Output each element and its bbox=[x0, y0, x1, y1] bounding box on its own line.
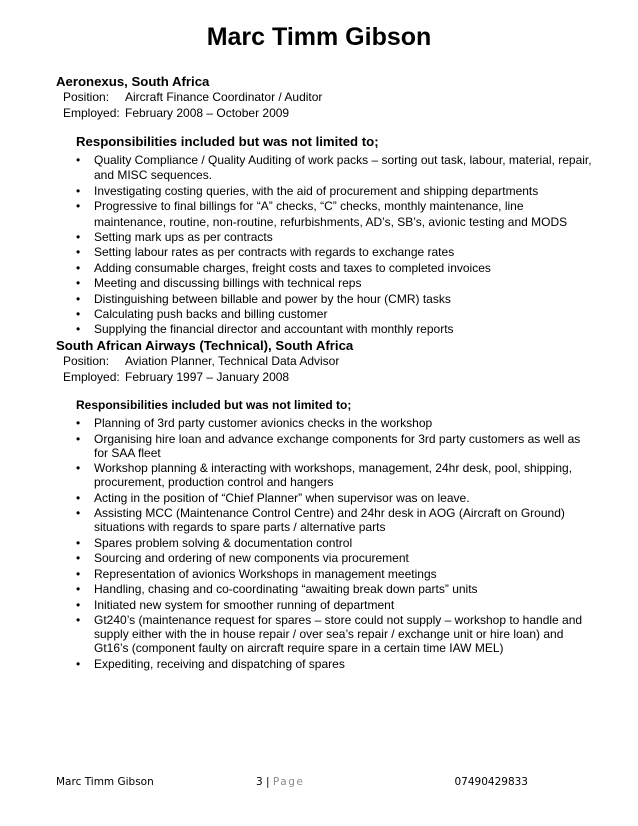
list-item: • Investigating costing queries, with the aid of procurement and shipping departments bbox=[76, 184, 596, 199]
employed-label: Employed: bbox=[63, 369, 120, 384]
employed-row bbox=[56, 106, 596, 122]
employed-value: February 2008 – October 2009 bbox=[125, 105, 290, 120]
list-item: • Quality Compliance / Quality Auditing of work packs – sorting out task, labour, material, repair, and MISC sequences. bbox=[76, 153, 596, 184]
page-number: 3 bbox=[256, 776, 263, 788]
position-row bbox=[56, 354, 596, 370]
page-separator: | bbox=[262, 776, 273, 788]
page-title: Marc Timm Gibson bbox=[206, 23, 432, 51]
employed-row bbox=[56, 370, 596, 386]
list-item: • Calculating push backs and billing customer bbox=[76, 307, 596, 322]
list-item: • Handling, chasing and co-coordinating “awaiting break down parts” units bbox=[76, 582, 596, 596]
list-item: • Meeting and discussing billings with technical reps bbox=[76, 276, 596, 291]
list-item: • Initiated new system for smoother running of department bbox=[76, 598, 596, 612]
position-value: Aviation Planner, Technical Data Advisor bbox=[125, 354, 340, 368]
list-item: • Workshop planning & interacting with workshops, management, 24hr desk, pool, shipping, procurement, production control and hangers bbox=[76, 461, 596, 489]
employed-label: Employed: bbox=[63, 105, 120, 120]
employed-value: February 1997 – January 2008 bbox=[125, 369, 290, 384]
footer-name: Marc Timm Gibson bbox=[56, 776, 154, 788]
list-item: • Spares problem solving & documentation control bbox=[76, 536, 596, 550]
responsibilities-heading: Responsibilities included but was not limited to; bbox=[76, 134, 379, 149]
company-name: South African Airways (Technical), South Africa bbox=[56, 338, 354, 353]
list-item: • Planning of 3rd party customer avionics checks in the workshop bbox=[76, 416, 596, 430]
position-label: Position: bbox=[63, 90, 110, 104]
responsibilities-heading: Responsibilities included but was not limited to; bbox=[76, 398, 352, 412]
page-label: Page bbox=[272, 776, 305, 788]
list-item: • Progressive to final billings for “A” checks, “C” checks, monthly maintenance, line maintenance, routine, non-routine, refurbishments, AD’s, SB’s, avionic testing and MODS bbox=[76, 199, 596, 230]
responsibilities-list bbox=[56, 153, 596, 338]
list-item: • Expediting, receiving and dispatching of spares bbox=[76, 657, 596, 671]
list-item: • Organising hire loan and advance exchange components for 3rd party customers as well as for SAA fleet bbox=[76, 432, 596, 460]
list-item: • Sourcing and ordering of new components via procurement bbox=[76, 551, 596, 565]
job-section-aeronexus bbox=[56, 74, 596, 338]
list-item: • Gt240’s (maintenance request for spares – store could not supply – workshop to handle and supply either with the in house repair / over sea’s repair / exchange unit or hire loan) and Gt16’s (component faulty on aircraft require spare in a certain time IAW MEL) bbox=[76, 613, 596, 655]
list-item: • Setting labour rates as per contracts with regards to exchange rates bbox=[76, 245, 596, 260]
position-row bbox=[56, 90, 596, 106]
company-name: Aeronexus, South Africa bbox=[56, 74, 210, 89]
list-item: • Representation of avionics Workshops in management meetings bbox=[76, 567, 596, 581]
position-label: Position: bbox=[63, 354, 110, 368]
footer-phone: 07490429833 bbox=[454, 776, 528, 788]
job-section-saa bbox=[56, 338, 596, 672]
footer-page-indicator bbox=[256, 775, 304, 789]
list-item: • Distinguishing between billable and power by the hour (CMR) tasks bbox=[76, 292, 596, 307]
list-item: • Acting in the position of “Chief Planner” when supervisor was on leave. bbox=[76, 491, 596, 505]
list-item: • Adding consumable charges, freight costs and taxes to completed invoices bbox=[76, 261, 596, 276]
list-item: • Assisting MCC (Maintenance Control Centre) and 24hr desk in AOG (Aircraft on Ground) situations with regards to spare parts / alternative parts bbox=[76, 506, 596, 534]
position-value: Aircraft Finance Coordinator / Auditor bbox=[125, 90, 323, 104]
list-item: • Supplying the financial director and accountant with monthly reports bbox=[76, 322, 596, 337]
responsibilities-list bbox=[56, 416, 596, 671]
list-item: • Setting mark ups as per contracts bbox=[76, 230, 596, 245]
